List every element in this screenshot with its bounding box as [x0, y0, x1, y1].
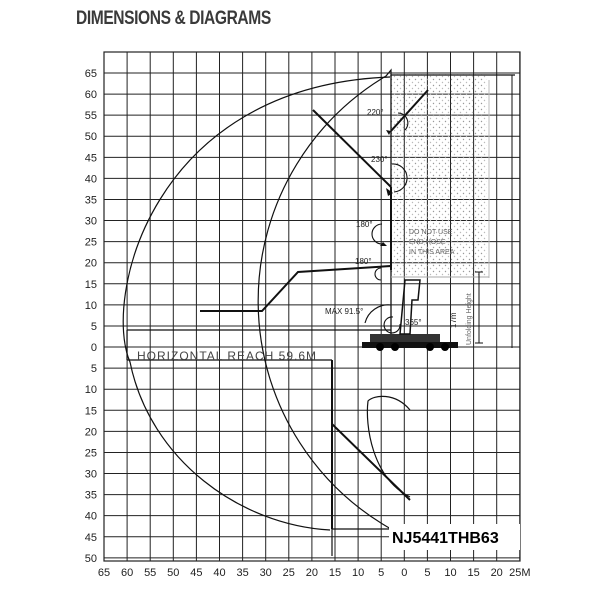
x-axis-ticks: [98, 567, 531, 579]
y-tick-label: 10: [84, 384, 97, 397]
x-tick-label: 15: [328, 567, 342, 579]
angle-label-180-upper: 180°: [356, 220, 373, 229]
rotation-label: 365°: [405, 318, 422, 327]
angle-label-230: 230°: [371, 155, 388, 164]
x-tick-label: 0: [401, 567, 408, 579]
y-tick-label: 40: [84, 173, 97, 186]
unfolding-height-label: Unfolding Height: [466, 293, 473, 345]
x-tick-label: 5: [424, 567, 431, 579]
x-tick-label: 25: [282, 567, 295, 579]
y-tick-label: 50: [84, 552, 97, 565]
y-tick-label: 65: [84, 68, 97, 80]
no-hose-text-2: END HOSE: [409, 239, 446, 246]
x-tick-label: 30: [259, 567, 272, 579]
y-tick-label: 15: [84, 405, 97, 418]
horizontal-reach-label: HORIZONTAL REACH 59.6M: [137, 349, 318, 363]
x-tick-label: 15: [467, 567, 480, 579]
x-tick-label: 10: [351, 567, 365, 579]
x-tick-label: 10: [444, 567, 457, 579]
no-hose-area: [391, 74, 487, 277]
max-angle-label: MAX 91.5°: [325, 307, 364, 316]
y-tick-label: 55: [84, 110, 97, 123]
y-tick-label: 5: [90, 320, 97, 333]
no-hose-text-1: DO NOT USE: [409, 229, 453, 236]
y-tick-label: 40: [84, 510, 97, 523]
x-tick-label: 20: [490, 567, 503, 579]
x-tick-label: 35: [236, 567, 249, 579]
x-tick-label: 60: [120, 567, 134, 579]
y-tick-label: 35: [84, 194, 97, 207]
depth-arc: [367, 396, 410, 497]
x-tick-label: 20: [305, 567, 319, 579]
y-tick-label: 30: [84, 215, 97, 228]
y-tick-label: 10: [84, 299, 97, 312]
y-tick-label: 35: [84, 489, 97, 502]
no-hose-text-3: IN THIS AREA: [409, 249, 455, 256]
y-tick-label: 45: [84, 152, 97, 165]
y-tick-label: 60: [84, 89, 97, 102]
y-tick-label: 50: [84, 131, 97, 144]
model-label: NJ5441THB63: [392, 530, 499, 547]
unfolding-height-dimension: [475, 272, 483, 343]
y-tick-label: 20: [84, 426, 97, 439]
outer-arc: [123, 77, 390, 530]
y-tick-label: 30: [84, 468, 97, 481]
y-tick-label: 15: [84, 278, 97, 291]
x-tick-label: 40: [213, 567, 226, 579]
x-tick-label: 45: [190, 567, 203, 579]
y-axis-ticks: [85, 68, 97, 565]
x-tick-label: 5: [378, 567, 385, 579]
truck-icon: [362, 280, 458, 351]
x-tick-label: 50: [167, 567, 180, 579]
y-tick-label: 45: [84, 531, 97, 544]
y-tick-label: 20: [84, 257, 97, 270]
angle-label-180-lower: 180°: [355, 257, 372, 266]
x-tick-label: 65: [97, 567, 111, 579]
angle-label-220: 220°: [367, 108, 384, 117]
x-tick-label: 55: [144, 567, 157, 579]
y-tick-label: 25: [84, 447, 97, 460]
page-title: DIMENSIONS & DIAGRAMS: [76, 8, 271, 29]
y-tick-label: 25: [84, 236, 97, 249]
y-tick-label: 5: [90, 363, 97, 376]
unfolding-dimension-value: 17m: [449, 312, 458, 328]
x-tick-label: 25M: [509, 567, 531, 579]
y-tick-label: 0: [90, 342, 97, 355]
